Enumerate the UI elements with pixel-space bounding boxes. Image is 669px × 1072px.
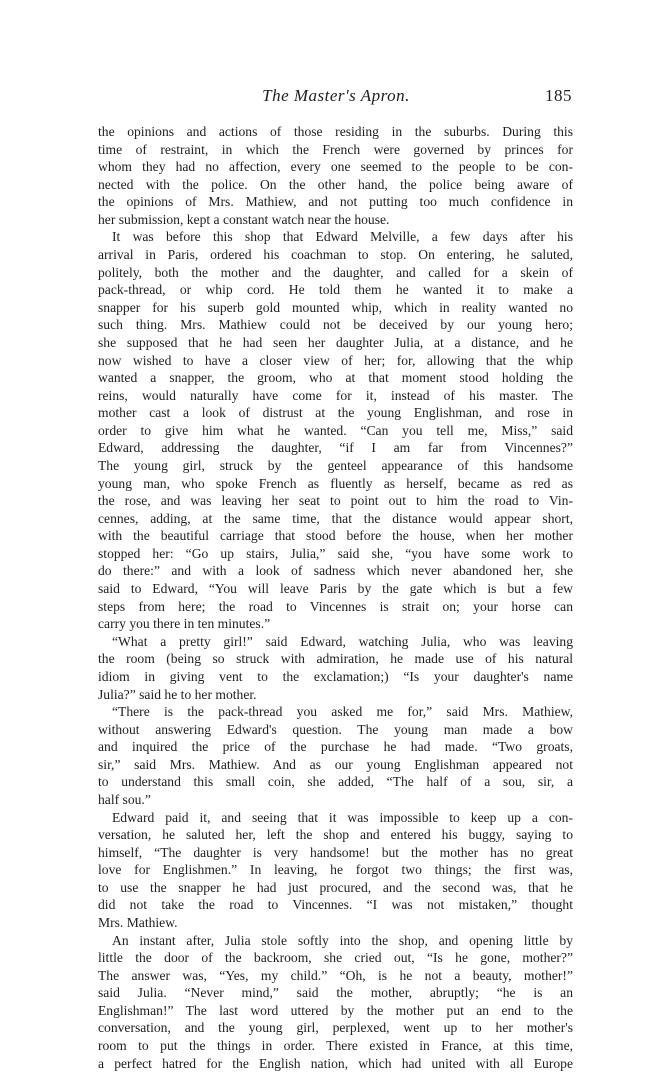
- text-line: do there:” and with a look of sadness which never abandoned her, she: [98, 563, 573, 579]
- text-line: “What a pretty girl!” said Edward, watching Julia, who was leaving: [112, 633, 573, 649]
- text-line: The answer was, “Yes, my child.” “Oh, is he not a beauty, mother!”: [98, 967, 573, 983]
- text-line: did not take the road to Vincennes. “I was not mistaken,” thought: [98, 897, 573, 913]
- text-line: mother cast a look of distrust at the young Englishman, and rose in: [98, 405, 573, 421]
- text-line: steps from here; the road to Vincennes is strait on; your horse can: [98, 598, 573, 614]
- text-line: love for Englishmen.” In leaving, he forgot two things; the first was,: [98, 862, 573, 878]
- text-line: such thing. Mrs. Mathiew could not be deceived by our young hero;: [98, 317, 573, 333]
- text-line: Edward, addressing the daughter, “if I am far from Vincennes?”: [98, 440, 573, 456]
- text-line: The young girl, struck by the genteel appearance of this handsome: [98, 457, 573, 473]
- text-line: Edward paid it, and seeing that it was impossible to keep up a con-: [112, 809, 573, 825]
- text-line: stopped her: “Go up stairs, Julia,” said she, “you have some work to: [98, 545, 573, 561]
- page-header: [100, 86, 572, 110]
- text-line: Mrs. Mathiew.: [98, 915, 178, 931]
- text-line: without answering Edward's question. The young man made a bow: [98, 721, 573, 737]
- text-line: said to Edward, “You will leave Paris by the gate which is but a few: [98, 581, 573, 597]
- text-line: snapper for his superb gold mounted whip, which in reality wanted no: [98, 299, 573, 315]
- text-line: said Julia. “Never mind,” said the mother, abruptly; “he is an: [98, 985, 573, 1001]
- text-line: An instant after, Julia stole softly into the shop, and opening little by: [112, 932, 573, 948]
- text-line: her submission, kept a constant watch near the house.: [98, 211, 390, 227]
- text-line: idiom in giving vent to the exclamation;) “Is your daughter's name: [98, 668, 573, 684]
- text-line: pack-thread, or whip cord. He told them he wanted it to make a: [98, 282, 573, 298]
- text-line: young man, who spoke French as fluently as herself, became as red as: [98, 475, 573, 491]
- text-line: arrival in Paris, ordered his coachman to stop. On entering, he saluted,: [98, 247, 573, 263]
- running-title: The Master's Apron.: [262, 86, 410, 105]
- text-line: carry you there in ten minutes.”: [98, 616, 271, 632]
- text-line: room to put the things in order. There existed in France, at this time,: [98, 1038, 573, 1054]
- text-line: to understand this small coin, she added, “The half of a sou, sir, a: [98, 774, 573, 790]
- text-line: half sou.”: [98, 791, 151, 807]
- text-line: time of restraint, in which the French were governed by princes for: [98, 141, 573, 157]
- text-line: himself, “The daughter is very handsome! but the mother has no great: [98, 844, 573, 860]
- text-line: with the beautiful carriage that stood before the house, when her mother: [98, 528, 573, 544]
- text-line: reins, would naturally have come for it, instead of his master. The: [98, 387, 573, 403]
- text-line: little the door of the backroom, she cried out, “Is he gone, mother?”: [98, 950, 573, 966]
- text-line: the rose, and was leaving her seat to point out to him the road to Vin-: [98, 493, 573, 509]
- text-line: the opinions of Mrs. Mathiew, and not putting too much confidence in: [98, 194, 573, 210]
- text-line: conversation, and the young girl, perplexed, went up to her mother's: [98, 1020, 573, 1036]
- text-line: the room (being so struck with admiration, he made use of his natural: [98, 651, 573, 667]
- text-line: versation, he saluted her, left the shop and entered his buggy, saying to: [98, 827, 573, 843]
- text-line: a perfect hatred for the English nation, which had united with all Europe: [98, 1055, 573, 1071]
- text-line: politely, both the mother and the daughter, and called for a skein of: [98, 264, 573, 280]
- text-line: to use the snapper he had just procured, and the second was, that he: [98, 879, 573, 895]
- text-line: Julia?” said he to her mother.: [98, 686, 257, 702]
- text-line: whom they had no affection, every one seemed to the people to be con-: [98, 159, 573, 175]
- page-number: 185: [545, 86, 572, 105]
- text-line: It was before this shop that Edward Melville, a few days after his: [112, 229, 573, 245]
- text-line: the opinions and actions of those residing in the suburbs. During this: [98, 124, 573, 139]
- text-line: now wished to have a closer view of her; for, allowing that the whip: [98, 352, 573, 368]
- text-line: order to give him what he wanted. “Can you tell me, Miss,” said: [98, 422, 573, 438]
- text-line: “There is the pack-thread you asked me for,” said Mrs. Mathiew,: [112, 704, 573, 720]
- text-line: she supposed that he had seen her daughter Julia, at a distance, and he: [98, 334, 573, 350]
- text-line: and inquired the price of the purchase he had made. “Two groats,: [98, 739, 573, 755]
- text-line: sir,” said Mrs. Mathiew. And as our young Englishman appeared not: [98, 756, 573, 772]
- body-text: [98, 123, 573, 1072]
- text-line: Englishman!” The last word uttered by the mother put an end to the: [98, 1002, 573, 1018]
- text-line: cennes, adding, at the same time, that the distance would appear short,: [98, 510, 573, 526]
- text-line: wanted a snapper, the groom, who at that moment stood holding the: [98, 370, 573, 386]
- text-line: nected with the police. On the other hand, the police being aware of: [98, 176, 573, 192]
